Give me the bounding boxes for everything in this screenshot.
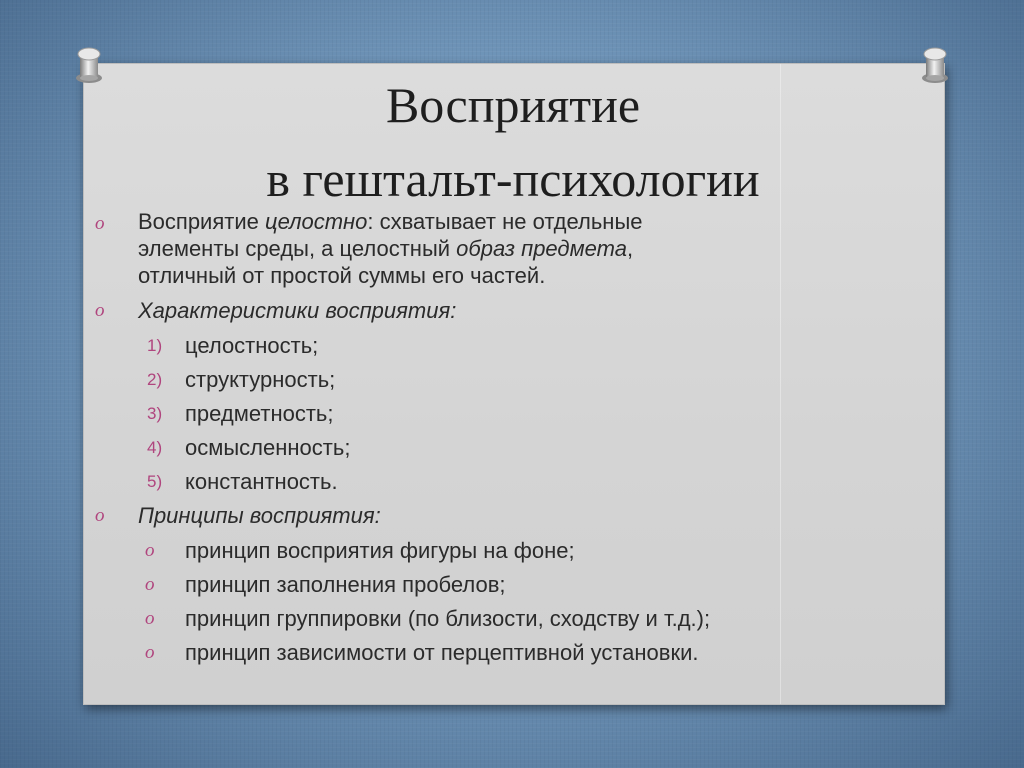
- intro-line-1: [138, 208, 925, 235]
- list-item-label: принцип заполнения пробелов;: [185, 572, 506, 597]
- list-item: [95, 535, 925, 567]
- intro-line-2: [138, 235, 925, 262]
- list-item: [95, 432, 925, 464]
- intro-text: : схватывает не отдельные: [367, 209, 643, 234]
- bullet-icon: o: [145, 574, 155, 595]
- list-number: 5): [147, 472, 163, 491]
- slide-title-line-2: в гештальт-психологии: [266, 151, 760, 207]
- list-number: 3): [147, 404, 163, 423]
- list-item: [95, 569, 925, 601]
- characteristics-heading: [95, 295, 925, 327]
- intro-emphasis: образ предмета: [456, 236, 627, 261]
- list-item-label: осмысленность;: [185, 435, 351, 460]
- intro-paragraph: [95, 208, 925, 289]
- list-item-label: константность.: [185, 469, 338, 494]
- list-number: 2): [147, 370, 163, 389]
- list-number: 4): [147, 438, 163, 457]
- list-number: 1): [147, 336, 163, 355]
- list-item: [95, 398, 925, 430]
- characteristics-heading-text: Характеристики восприятия:: [138, 298, 457, 323]
- list-item: [95, 637, 925, 669]
- list-item: [95, 330, 925, 362]
- slide-title-line-1: Восприятие: [385, 77, 641, 133]
- principles-heading: [95, 500, 925, 532]
- bullet-icon: o: [145, 642, 155, 663]
- list-item: [95, 466, 925, 498]
- list-item-label: принцип зависимости от перцептивной установки.: [185, 640, 699, 665]
- bullet-icon: o: [95, 300, 105, 321]
- list-item-label: структурность;: [185, 367, 336, 392]
- slide-content: [95, 208, 925, 669]
- intro-emphasis: целостно: [264, 209, 368, 234]
- bullet-icon: o: [95, 505, 105, 526]
- list-item: [95, 364, 925, 396]
- list-item-label: целостность;: [185, 333, 319, 358]
- list-item-label: принцип восприятия фигуры на фоне;: [185, 538, 575, 563]
- list-item: [95, 603, 925, 635]
- intro-line-3: отличный от простой суммы его частей.: [138, 263, 546, 288]
- list-item-label: принцип группировки (по близости, сходству и т.д.);: [185, 606, 711, 631]
- intro-text: ,: [626, 236, 634, 261]
- bullet-icon: o: [145, 608, 155, 629]
- bullet-icon: o: [145, 540, 155, 561]
- intro-text: Восприятие: [138, 209, 265, 234]
- list-item-label: предметность;: [185, 401, 334, 426]
- principles-heading-text: Принципы восприятия:: [138, 503, 381, 528]
- intro-text: элементы среды, а целостный: [138, 236, 457, 261]
- bullet-icon: o: [95, 213, 105, 234]
